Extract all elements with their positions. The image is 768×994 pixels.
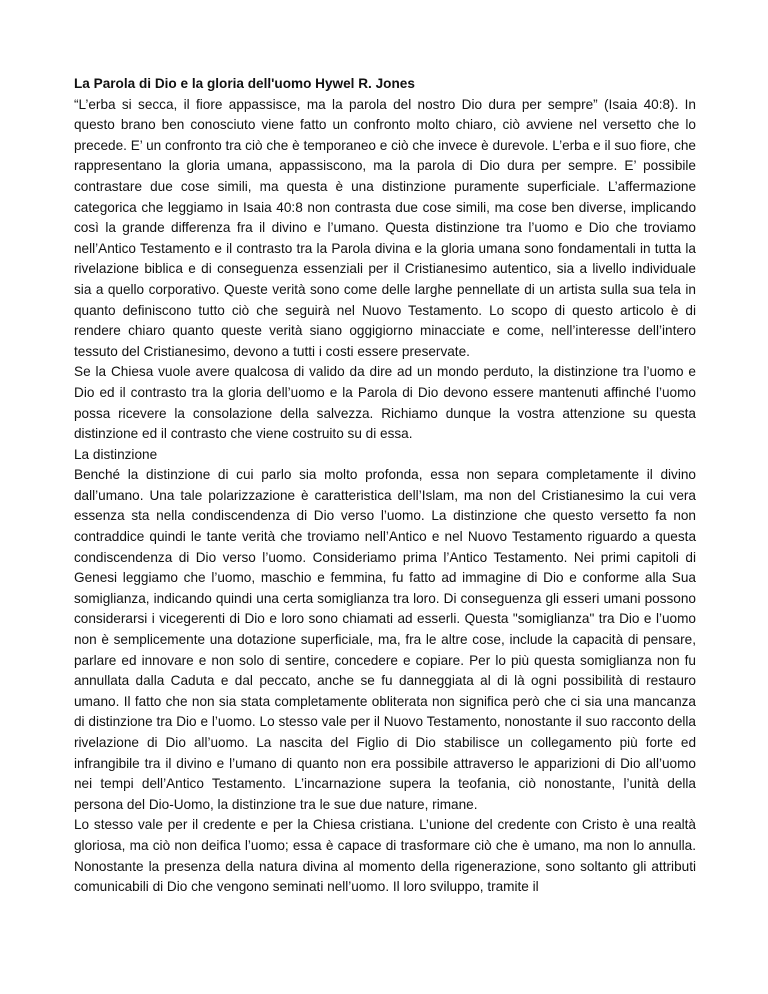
paragraph-believer: Lo stesso vale per il credente e per la Chiesa cristiana. L’unione del credente con Cristo è una realtà gloriosa, ma ciò non deifica l’uomo; essa è capace di trasformare ciò che è umano, ma non lo annulla. Nonostante la presenza della natura divina al momento della rigenerazione, sono soltanto gli attributi comunicabili di Dio che vengono seminati nell’uomo. Il loro sviluppo, tramite il: [74, 817, 696, 895]
paragraph-distinction: Benché la distinzione di cui parlo sia molto profonda, essa non separa completamente il divino dall’umano. Una tale polarizzazione è caratteristica dell’Islam, ma non del Cristianesimo la cui vera essenza sta nella condiscendenza di Dio verso l’uomo. La distinzione che questo versetto fa non contraddice quindi le tante verità che troviamo nell’Antico e nel Nuovo Testamento riguardo a questa condiscendenza di Dio verso l’uomo. Consideriamo prima l’Antico Testamento. Nei primi capitoli di Genesi leggiamo che l’uomo, maschio e femmina, fu fatto ad immagine di Dio e conforme alla Sua somiglianza, indicando quindi una certa somiglianza tra loro. Di conseguenza gli esseri umani possono considerarsi i vicegerenti di Dio e loro sono chiamati ad esserli. Questa "somiglianza" tra Dio e l’uomo non è semplicemente una dotazione superficiale, ma, fra le altre cose, include la capacità di pensare, parlare ed innovare e non solo di sentire, concedere e copiare. Per lo più questa somiglianza non fu annullata dalla Caduta e dal peccato, anche se fu danneggiata al di là ogni possibilità di restauro umano. Il fatto che non sia stata completamente obliterata non significa però che ci sia una mancanza di distinzione tra Dio e l’uomo. Lo stesso vale per il Nuovo Testamento, nonostante il suo racconto della rivelazione di Dio all’uomo. La nascita del Figlio di Dio stabilisce un collegamento più forte ed infrangibile tra il divino e l’umano di quanto non era possibile attraverso le apparizioni di Dio all’uomo nei tempi dell’Antico Testamento. L’incarnazione supera la teofania, ciò nonostante, l’unità della persona del Dio-Uomo, la distinzione tra le sue due nature, rimane.: [74, 467, 696, 812]
section-heading: La distinzione: [74, 446, 158, 462]
document-title: La Parola di Dio e la gloria dell'uomo Hywel R. Jones: [74, 76, 415, 91]
paragraph-church: Se la Chiesa vuole avere qualcosa di valido da dire ad un mondo perduto, la distinzione tra l’uomo e Dio ed il contrasto tra la gloria dell’uomo e la Parola di Dio devono essere mantenuti affinché l’uomo possa ricevere la consolazione della salvezza. Richiamo dunque la vostra attenzione su questa distinzione ed il contrasto che viene costruito su di essa.: [74, 364, 696, 442]
paragraph-intro: “L’erba si secca, il fiore appassisce, ma la parola del nostro Dio dura per sempre” (Isaia 40:8). In questo brano ben conosciuto viene fatto un confronto molto chiaro, ciò avviene nel versetto che lo precede. E’ un confronto tra ciò che è temporaneo e ciò che invece è durevole. L’erba e il suo fiore, che rappresentano la gloria umana, appassiscono, ma la parola di Dio dura per sempre. E’ possibile contrastare due cose simili, ma questa è una distinzione puramente superficiale. L’affermazione categorica che leggiamo in Isaia 40:8 non contrasta due cose simili, ma cose ben diverse, implicando così la grande differenza fra il divino e l’umano. Questa distinzione tra l’uomo e Dio che troviamo nell’Antico Testamento e il contrasto tra la Parola divina e la gloria umana sono fondamentali in tutta la rivelazione biblica e di conseguenza essenziali per il Cristianesimo autentico, sia a livello individuale sia a quello corporativo. Queste verità sono come delle larghe pennellate di un artista sulla sua tela in quanto definiscono tutto ciò che seguirà nel Nuovo Testamento. Lo scopo di questo articolo è di rendere chiaro quanto queste verità siano oggigiorno minacciate e come, nell’interesse dell’intero tessuto del Cristianesimo, devono a tutti i costi essere preservate.: [74, 96, 696, 359]
document-page: [74, 74, 696, 898]
